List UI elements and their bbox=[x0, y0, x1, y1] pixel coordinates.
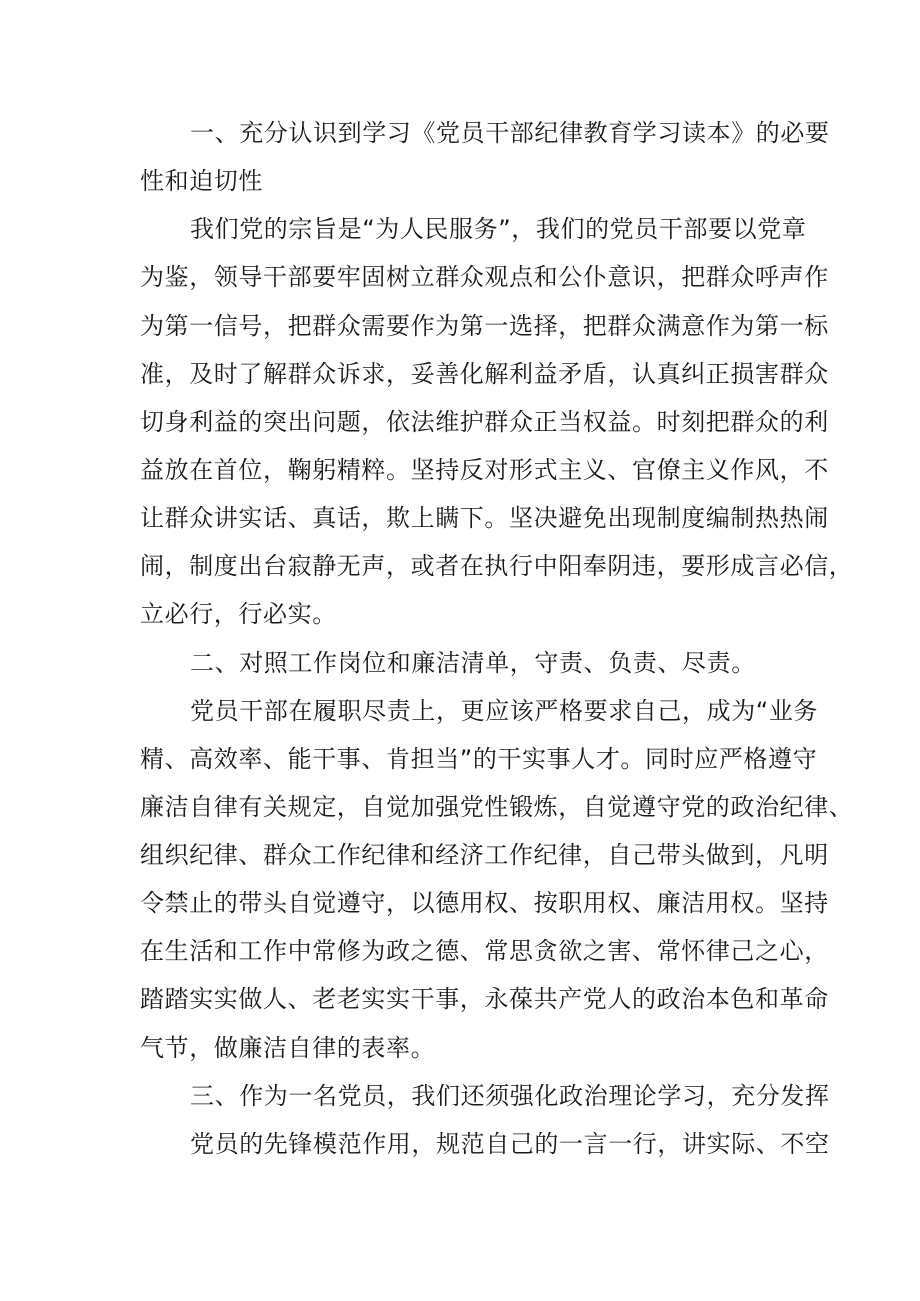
paragraph-1-line-5: 切身利益的突出问题，依法维护群众正当权益。时刻把群众的利 bbox=[140, 408, 829, 436]
paragraph-1-line-1: 我们党的宗旨是“为人民服务”，我们的党员干部要以党章 bbox=[190, 215, 807, 243]
paragraph-1-line-8: 闹，制度出台寂静无声，或者在执行中阳奉阴违，要形成言必信， bbox=[140, 552, 854, 580]
paragraph-2-line-7: 踏踏实实做人、老老实实干事，永葆共产党人的政治本色和革命 bbox=[140, 985, 829, 1013]
heading-1-line-2: 性和迫切性 bbox=[140, 167, 263, 195]
paragraph-2-line-8: 气节，做廉洁自律的表率。 bbox=[140, 1034, 436, 1062]
paragraph-2-line-5: 令禁止的带头自觉遵守，以德用权、按职用权、廉洁用权。坚持 bbox=[140, 889, 829, 917]
paragraph-1-line-9: 立必行，行必实。 bbox=[140, 600, 337, 628]
paragraph-2-line-1: 党员干部在履职尽责上，更应该严格要求自己，成为“业务 bbox=[190, 697, 819, 725]
paragraph-1-line-4: 准，及时了解群众诉求，妥善化解利益矛盾，认真纠正损害群众 bbox=[140, 360, 829, 388]
paragraph-2-line-3: 廉洁自律有关规定，自觉加强党性锻炼，自觉遵守党的政治纪律、 bbox=[140, 793, 854, 821]
paragraph-1-line-3: 为第一信号，把群众需要作为第一选择，把群众满意作为第一标 bbox=[140, 312, 829, 340]
paragraph-2-line-2: 精、高效率、能干事、肯担当”的干实事人才。同时应严格遵守 bbox=[140, 745, 818, 773]
paragraph-1-line-6: 益放在首位，鞠躬精粹。坚持反对形式主义、官僚主义作风，不 bbox=[140, 456, 829, 484]
paragraph-3-line-1: 三、作为一名党员，我们还须强化政治理论学习，充分发挥 bbox=[190, 1082, 830, 1110]
heading-1-line-1: 一、充分认识到学习《党员干部纪律教育学习读本》的必要 bbox=[190, 119, 830, 147]
heading-2: 二、对照工作岗位和廉洁清单，守责、负责、尽责。 bbox=[190, 649, 756, 677]
paragraph-2-line-6: 在生活和工作中常修为政之德、常思贪欲之害、常怀律己之心， bbox=[140, 937, 829, 965]
paragraph-1-line-7: 让群众讲实话、真话，欺上瞒下。坚决避免出现制度编制热热闹 bbox=[140, 504, 829, 532]
paragraph-1-line-2: 为鉴，领导干部要牢固树立群众观点和公仆意识，把群众呼声作 bbox=[140, 263, 829, 291]
paragraph-2-line-4: 组织纪律、群众工作纪律和经济工作纪律，自己带头做到，凡明 bbox=[140, 841, 829, 869]
paragraph-3-line-2: 党员的先锋模范作用，规范自己的一言一行，讲实际、不空 bbox=[190, 1130, 830, 1158]
